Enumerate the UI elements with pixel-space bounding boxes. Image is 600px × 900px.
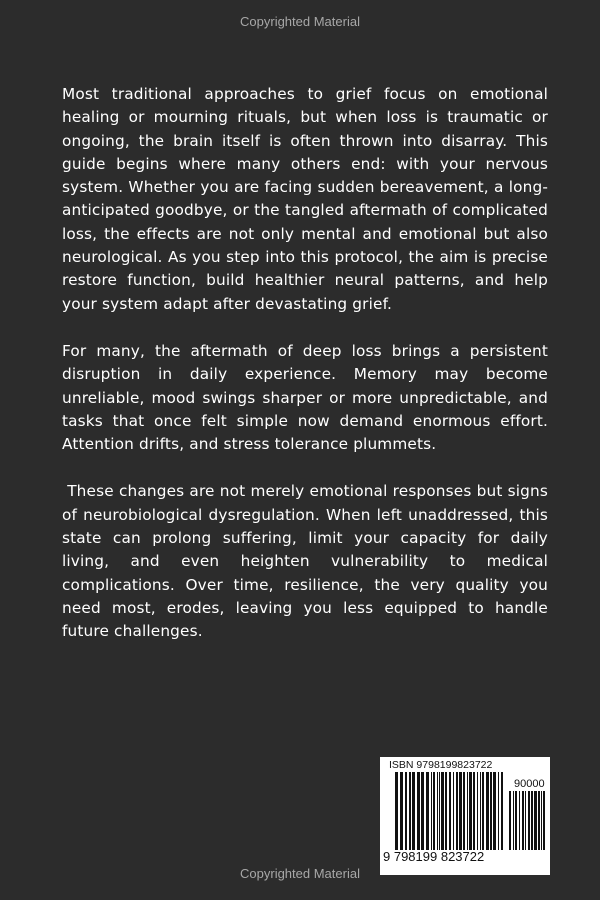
barcode-bar <box>515 791 517 850</box>
barcode-bar <box>519 791 520 850</box>
barcode-bar <box>433 772 435 850</box>
price-code: 90000 <box>514 778 545 790</box>
barcode-bar <box>543 791 545 850</box>
blurb-paragraph-1: Most traditional approaches to grief focus on emotional healing or mourning rituals, but when loss is traumatic or ongoing, the brain itself is often thrown into disarray. This guide begins where many others end: with your nervous system. Whether you are facing sudden bereavement, a long-anticipated goodbye, or the tangled aftermath of complicated loss, the effects are not only mental and emotional but also neurological. As you step into this protocol, the aim is precise restore function, build healthier neural patterns, and help your system adapt after devastating grief. <box>62 85 548 313</box>
barcode-bar <box>469 772 472 850</box>
blurb-paragraph-2: For many, the aftermath of deep loss brings a persistent disruption in daily experience. Memory may become unreliable, mood swings sharper or more unpredictable, and tasks that once felt simple now demand enormous effort. Attention drifts, and stress tolerance plummets. <box>62 341 548 454</box>
barcode-bar <box>395 772 398 850</box>
barcode-bar <box>534 791 537 850</box>
barcode-bar <box>522 791 524 850</box>
barcode-bar <box>453 772 454 850</box>
barcode-bar <box>463 772 465 850</box>
barcode-bar <box>531 791 533 850</box>
isbn-label: ISBN 9798199823722 <box>389 759 493 771</box>
isbn-digits: 9 798199 823722 <box>383 849 485 864</box>
barcode-bar <box>459 772 462 850</box>
barcode-bar <box>473 772 475 850</box>
watermark-bottom: Copyrighted Material <box>240 866 360 881</box>
barcode-bar <box>441 772 444 850</box>
barcode-bar <box>541 791 542 850</box>
barcode-bar <box>493 772 496 850</box>
barcode-bar <box>525 791 526 850</box>
barcode-bar <box>538 791 540 850</box>
barcode-bar <box>426 772 429 850</box>
barcode-bar <box>449 772 451 850</box>
barcode-bar <box>482 772 484 850</box>
barcode-bar <box>486 772 489 850</box>
barcode-bar <box>409 772 411 850</box>
barcode-bar <box>437 772 438 850</box>
barcode-bar <box>498 772 499 850</box>
barcode-bar <box>513 791 514 850</box>
barcode-bar <box>445 772 447 850</box>
barcode-bar <box>480 772 481 850</box>
barcode-bar <box>431 772 432 850</box>
barcode-bar <box>456 772 458 850</box>
barcode-bar <box>477 772 478 850</box>
blurb-paragraph-3: These changes are not merely emotional responses but signs of neurobiological dysregulation. When left unaddressed, this state can prolong suffering, limit your capacity for daily living, and even heighten vulnerability to medical complications. Over time, resilience, the very quality you need most, erodes, leaving you less equipped to handle future challenges. <box>62 482 554 641</box>
barcode-bar <box>490 772 492 850</box>
watermark-top: Copyrighted Material <box>240 14 360 29</box>
barcode-addon-bars <box>509 791 545 850</box>
barcode-bar <box>467 772 468 850</box>
isbn-barcode <box>380 757 550 875</box>
barcode-bar <box>400 772 403 850</box>
blurb-text <box>62 83 554 668</box>
barcode-bar <box>439 772 440 850</box>
barcode-bar <box>501 772 503 850</box>
barcode-bar <box>528 791 530 850</box>
barcode-bar <box>417 772 420 850</box>
barcode-bar <box>412 772 415 850</box>
barcode-bar <box>421 772 424 850</box>
barcode-bar <box>405 772 407 850</box>
barcode-bars <box>395 772 503 850</box>
barcode-bar <box>509 791 511 850</box>
